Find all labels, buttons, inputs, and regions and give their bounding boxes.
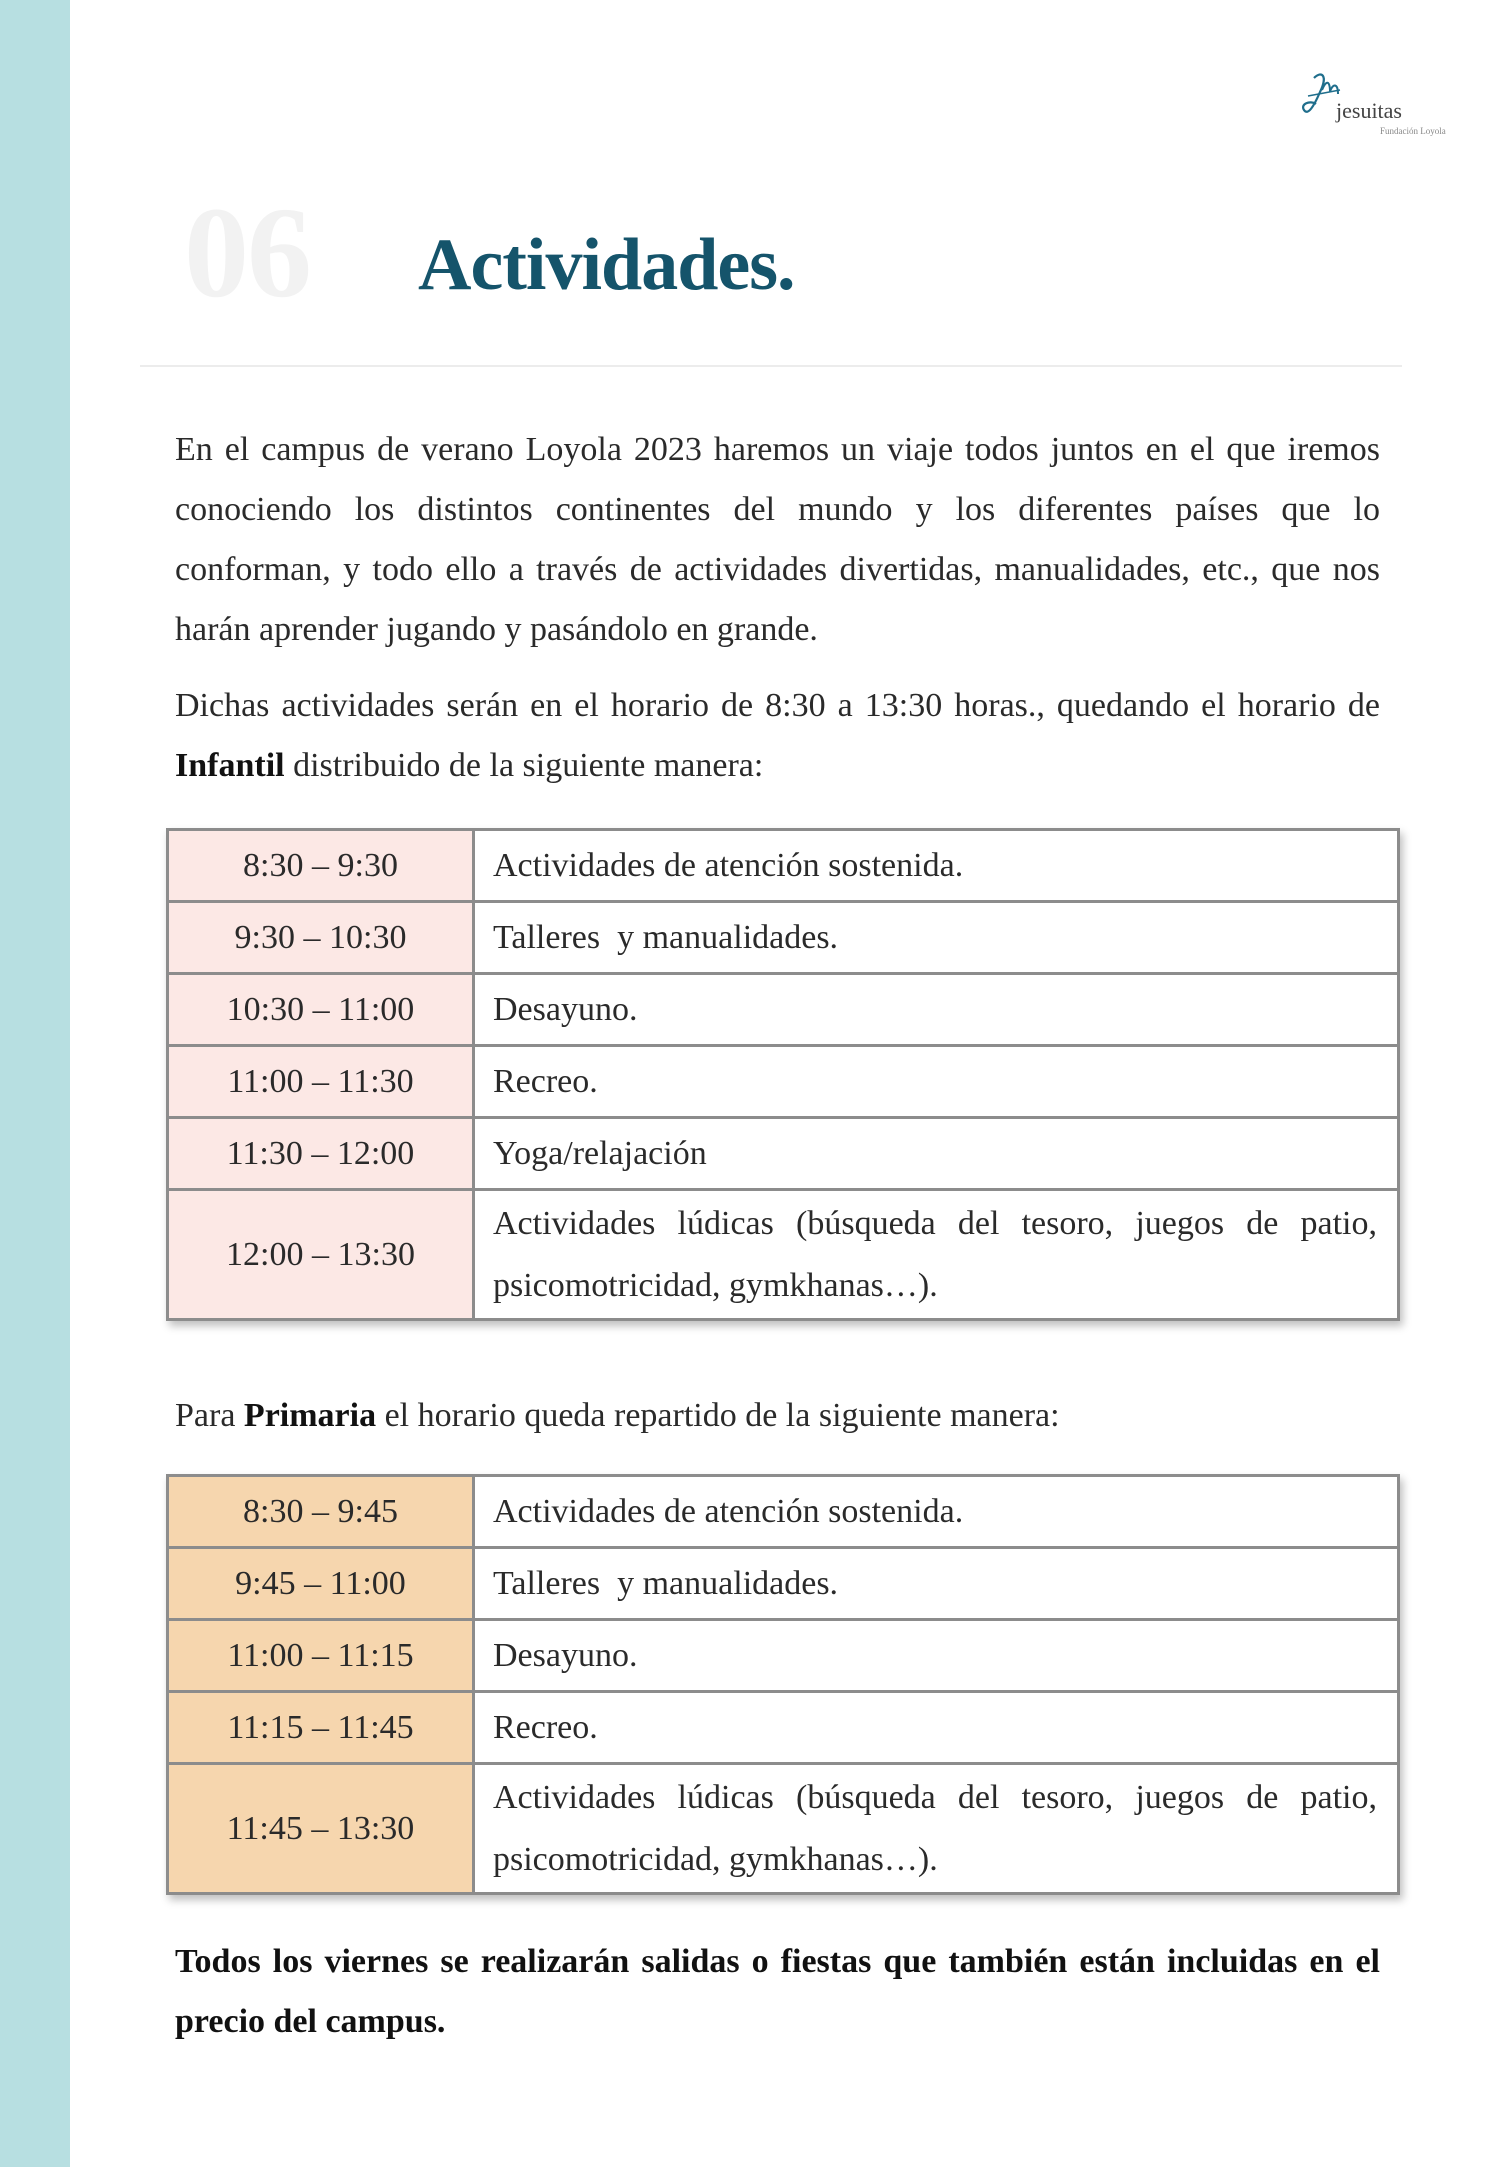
activity-cell: Desayuno.: [474, 974, 1399, 1046]
activity-cell: Talleres y manualidades.: [474, 1548, 1399, 1620]
activity-cell: Actividades de atención sostenida.: [474, 830, 1399, 902]
title-divider: [140, 365, 1402, 367]
infantil-intro-text-end: distribuido de la siguiente manera:: [284, 747, 764, 784]
activity-cell: Yoga/relajación: [474, 1118, 1399, 1190]
table-row: [168, 1046, 1399, 1118]
svg-text:jesuitas: jesuitas: [1336, 98, 1402, 123]
table-row: [168, 1692, 1399, 1764]
primaria-intro-text: Para: [175, 1397, 244, 1434]
time-cell: 11:00 – 11:15: [168, 1620, 474, 1692]
time-cell: 11:15 – 11:45: [168, 1692, 474, 1764]
activity-cell: Desayuno.: [474, 1620, 1399, 1692]
table-row: [168, 902, 1399, 974]
activity-cell: Actividades de atención sostenida.: [474, 1476, 1399, 1548]
infantil-intro-text: Dichas actividades serán en el horario de 8:30 a 13:30 horas., quedando el horario de: [175, 687, 1380, 724]
activity-cell: Recreo.: [474, 1692, 1399, 1764]
activity-cell: Talleres y manualidades.: [474, 902, 1399, 974]
activity-cell: Actividades lúdicas (búsqueda del tesoro, juegos de patio, psicomotricidad, gymkhanas…).: [474, 1764, 1399, 1894]
time-cell: 11:45 – 13:30: [168, 1764, 474, 1894]
primaria-intro-text-end: el horario queda repartido de la siguiente manera:: [376, 1397, 1060, 1434]
infantil-label: Infantil: [175, 747, 285, 784]
table-row: [168, 1620, 1399, 1692]
time-cell: 8:30 – 9:45: [168, 1476, 474, 1548]
page-title: Actividades.: [418, 224, 795, 306]
table-row: [168, 830, 1399, 902]
time-cell: 11:00 – 11:30: [168, 1046, 474, 1118]
time-cell: 8:30 – 9:30: [168, 830, 474, 902]
infantil-schedule-table: [166, 828, 1400, 1321]
infantil-intro-paragraph: [175, 676, 1380, 796]
activity-cell: Actividades lúdicas (búsqueda del tesoro, juegos de patio, psicomotricidad, gymkhanas…).: [474, 1190, 1399, 1320]
logo-subtitle: Fundación Loyola: [1380, 126, 1446, 136]
table-row: [168, 1118, 1399, 1190]
primaria-schedule-table: [166, 1474, 1400, 1895]
section-number: 06: [184, 181, 310, 325]
intro-paragraph: En el campus de verano Loyola 2023 haremos un viaje todos juntos en el que iremos conociendo los distintos continentes del mundo y los diferentes países que lo conforman, y todo ello a través de actividades divertidas, manualidades, etc., que nos harán aprender jugando y pasándolo en grande.: [175, 431, 1380, 648]
time-cell: 9:30 – 10:30: [168, 902, 474, 974]
table-row: [168, 1548, 1399, 1620]
activity-cell: Recreo.: [474, 1046, 1399, 1118]
closing-note: Todos los viernes se realizarán salidas o fiestas que también están incluidas en el precio del campus.: [175, 1943, 1380, 2040]
primaria-intro-paragraph: [175, 1386, 1380, 1446]
table-row: [168, 1764, 1399, 1894]
table-row: [168, 1190, 1399, 1320]
time-cell: 10:30 – 11:00: [168, 974, 474, 1046]
jesuitas-logo: [1300, 66, 1460, 146]
time-cell: 9:45 – 11:00: [168, 1548, 474, 1620]
time-cell: 11:30 – 12:00: [168, 1118, 474, 1190]
primaria-label: Primaria: [243, 1397, 377, 1434]
table-row: [168, 974, 1399, 1046]
table-row: [168, 1476, 1399, 1548]
time-cell: 12:00 – 13:30: [168, 1190, 474, 1320]
side-color-band: [0, 0, 70, 2167]
